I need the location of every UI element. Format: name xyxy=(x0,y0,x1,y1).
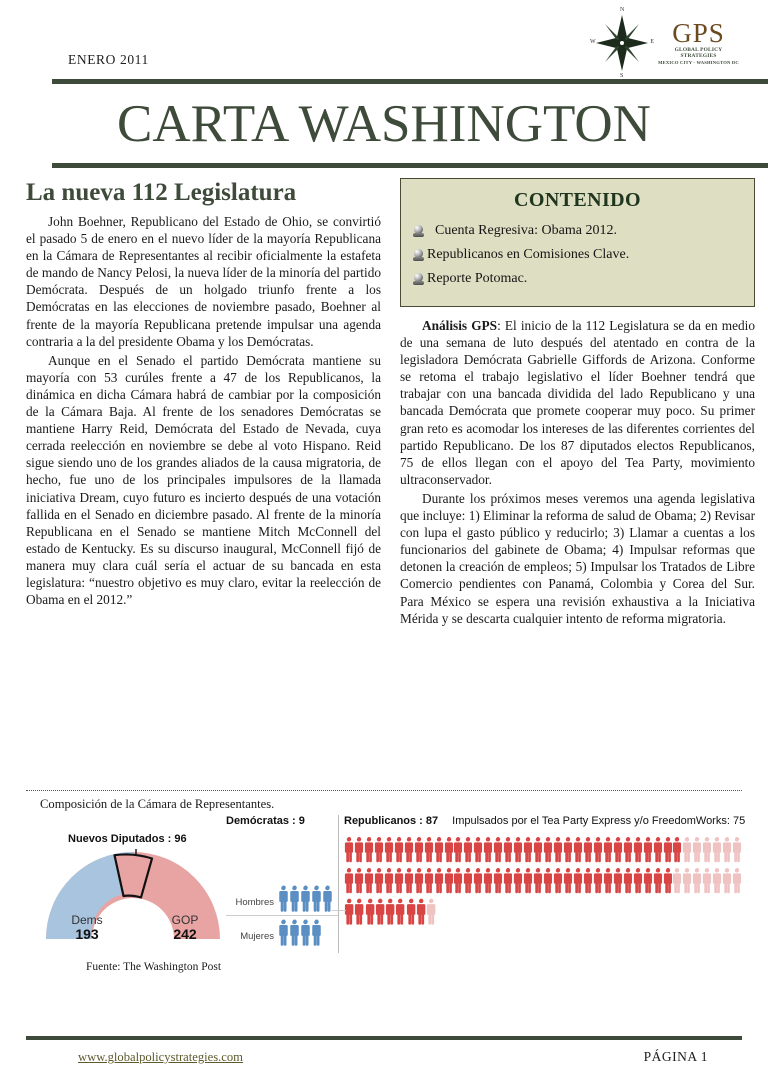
person-icon xyxy=(278,919,289,946)
contenido-item[interactable] xyxy=(411,270,744,288)
person-icon xyxy=(682,867,692,894)
person-icon xyxy=(692,867,702,894)
analysis-paragraph xyxy=(400,317,755,488)
person-icon xyxy=(365,898,375,925)
person-icon xyxy=(289,885,300,912)
contenido-title: CONTENIDO xyxy=(514,189,641,211)
person-icon xyxy=(513,867,523,894)
person-icon xyxy=(483,867,493,894)
pictogram-row xyxy=(344,832,742,863)
gps-logo-text xyxy=(657,17,740,66)
pictogram-figures xyxy=(278,919,322,946)
person-icon xyxy=(364,836,374,863)
gauge-gop-name: GOP xyxy=(171,913,199,927)
person-icon xyxy=(672,836,682,863)
person-icon xyxy=(543,836,553,863)
analysis-paragraph: Durante los próximos meses veremos una agenda legislativa que incluye: 1) Eliminar la reforma de salud de Obama; 2) Revisar con lupa el gasto público y reducirlo; 3) Llamar a cuentas a los funcionarios del gabinete de Obama; 4) Impulsar reformas que detonen la creación de empleos; 5) Impulsar los Tratados de Libre Comercio pendientes con Panamá, Colombia y Corea del Sur. Para México se espera una revisión exhaustiva a la Iniciativa Mérida y se descarta cualquier intento de reforma migratoria. xyxy=(400,490,755,626)
person-icon xyxy=(493,867,503,894)
democrats-heading: Demócratas : 9 xyxy=(226,815,305,827)
person-icon xyxy=(289,919,300,946)
person-icon xyxy=(583,867,593,894)
person-icon xyxy=(311,885,322,912)
republicans-panel xyxy=(344,815,746,955)
page-number: PÁGINA 1 xyxy=(643,1049,708,1064)
person-icon xyxy=(453,836,463,863)
person-icon xyxy=(692,836,702,863)
person-icon xyxy=(682,836,692,863)
article-paragraph: John Boehner, Republicano del Estado de Ohio, se convirtió el pasado 5 de enero en el nuevo líder de la mayoría Republicana en la Cámara de Representantes al recibir oficialmente la estafeta de mando de Nancy Pelosi, la nueva líder de la minoría del partido Demócrata. Después de un holgado triunfo frente a los Demócratas en las elecciones de noviembre pasado, Boehner al frente de la mayoría Republicana pretende impulsar una agenda contraria a la del presidente Obama y los Demócratas. xyxy=(26,214,381,349)
article-paragraph: Aunque en el Senado el partido Demócrata mantiene su mayoría con 53 curúles frente a 47 de los Republicanos, la dinámica en dicha Cámara habrá de cambiar por la composición de la Cámara Baja. Al frente de los senadores Demócratas se mantiene Harry Reid, Demócrata del Estado de Nevada, cuya cerrada reelección en noviembre se debe al voto Hispano. Reid sigue siendo uno de los grandes aliados de la causa migratoria, de hecho, fue uno de los principales impulsores de la llamada iniciativa Dream, cuyo futuro es incierto después de una votación fallida en el Senado en diciembre pasado. Al frente de la minoría Republicana en el Senado se mantiene Mitch McConnell del estado de Kentucky. Es su discurso inaugural, McConnell fijó de manera muy clara cuál sería el actuar de su bancada en esta legislatura: “nuestro objetivo es muy claro, evitar la reelección de Obama en el 2012.” xyxy=(26,352,381,608)
person-icon xyxy=(523,867,533,894)
person-icon xyxy=(623,836,633,863)
person-icon xyxy=(394,836,404,863)
person-icon xyxy=(463,867,473,894)
person-icon xyxy=(375,898,385,925)
house-composition-gauge xyxy=(40,835,226,947)
person-icon xyxy=(593,867,603,894)
person-icon xyxy=(384,836,394,863)
compass-east-label: E xyxy=(650,39,654,45)
person-icon xyxy=(424,867,434,894)
person-icon xyxy=(633,836,643,863)
republicans-heading: Republicanos : 87 xyxy=(344,815,439,827)
article-columns xyxy=(26,178,756,788)
infographic-body xyxy=(26,815,746,955)
person-icon xyxy=(712,836,722,863)
contenido-item-label: Reporte Potomac. xyxy=(427,271,528,286)
person-icon xyxy=(613,867,623,894)
person-icon xyxy=(364,867,374,894)
democrats-panel xyxy=(226,815,338,955)
gauge-gop-label xyxy=(156,913,214,942)
person-icon xyxy=(414,836,424,863)
infographic xyxy=(26,797,746,973)
person-icon xyxy=(453,867,463,894)
compass-star-shape xyxy=(590,7,654,79)
pictogram-row-label: Hombres xyxy=(235,897,274,908)
gps-logo xyxy=(590,4,740,82)
person-icon xyxy=(503,867,513,894)
person-icon xyxy=(300,885,311,912)
panel-separator xyxy=(338,815,339,953)
person-icon xyxy=(523,836,533,863)
person-icon xyxy=(553,836,563,863)
gauge-gop-value: 242 xyxy=(173,926,197,942)
page-footer xyxy=(26,1036,742,1065)
infographic-caption: Composición de la Cámara de Representantes. xyxy=(40,797,275,811)
row-separator xyxy=(332,910,346,911)
compass-west-label: W xyxy=(590,39,596,45)
section-divider xyxy=(26,790,742,791)
contenido-box xyxy=(400,178,755,307)
gps-logo-name: GPS xyxy=(672,17,725,48)
person-icon xyxy=(633,867,643,894)
gauge-dems-value: 193 xyxy=(75,926,99,942)
person-icon xyxy=(416,898,426,925)
person-icon xyxy=(543,867,553,894)
republicans-legend: Impulsados por el Tea Party Express y/o FreedomWorks: 75 xyxy=(452,815,746,827)
pictogram-row xyxy=(344,894,742,925)
person-icon xyxy=(473,867,483,894)
sphere-bullet-icon xyxy=(411,248,427,263)
gps-logo-tagline: GLOBAL POLICY STRATEGIES xyxy=(674,47,723,60)
person-icon xyxy=(653,867,663,894)
person-icon xyxy=(722,836,732,863)
person-icon xyxy=(434,867,444,894)
person-icon xyxy=(394,867,404,894)
person-icon xyxy=(583,836,593,863)
gauge-dems-label xyxy=(58,913,116,942)
person-icon xyxy=(513,836,523,863)
compass-north-label: N xyxy=(620,7,625,13)
person-icon xyxy=(434,836,444,863)
person-icon xyxy=(653,836,663,863)
person-icon xyxy=(702,867,712,894)
compass-rose-icon xyxy=(590,7,654,79)
gps-logo-offices: MEXICO CITY - WASHINGTON DC xyxy=(658,60,739,66)
infographic-source: Fuente: The Washington Post xyxy=(86,961,222,973)
person-icon xyxy=(385,898,395,925)
person-icon xyxy=(663,867,673,894)
issue-date: ENERO 2011 xyxy=(68,52,149,67)
page-title: CARTA WASHINGTON xyxy=(117,95,651,153)
person-icon xyxy=(563,867,573,894)
analysis-paragraph-text: : El inicio de la 112 Legislatura se da en medio de una semana de luto después del atentado en contra de la legisladora Demócrata Gabrielle Giffords de Arizona. Conforme se retoma el trabajo legislativo el líder Boehner tendrá que trabajar con una bancada dividida del lado Republicano y una bancada Demócrata que promete cooperar muy poco. Su primer gran reto es acomodar los intereses de las diferentes corrientes del partido Republicano. De los 87 diputados electos Republicanos, 75 de ellos llegan con el apoyo del Tea Party, movimiento ultraconservador. xyxy=(400,318,756,487)
person-icon xyxy=(424,836,434,863)
contenido-item-label: Republicanos en Comisiones Clave. xyxy=(427,247,630,262)
person-icon xyxy=(643,867,653,894)
person-icon xyxy=(444,867,454,894)
person-icon xyxy=(483,836,493,863)
sphere-bullet-icon xyxy=(411,224,427,239)
person-icon xyxy=(672,867,682,894)
gauge-overlay-label: Nuevos Diputados : 96 xyxy=(68,833,187,845)
person-icon xyxy=(414,867,424,894)
person-icon xyxy=(593,836,603,863)
person-icon xyxy=(463,836,473,863)
person-icon xyxy=(603,867,613,894)
person-icon xyxy=(354,898,364,925)
republicans-rows xyxy=(344,832,742,925)
person-icon xyxy=(563,836,573,863)
person-icon xyxy=(613,836,623,863)
person-icon xyxy=(573,836,583,863)
row-separator xyxy=(226,915,338,916)
pictogram-figures xyxy=(278,885,333,912)
person-icon xyxy=(533,836,543,863)
article-right-column xyxy=(400,178,755,627)
pictogram-row xyxy=(344,863,742,894)
person-icon xyxy=(503,836,513,863)
contenido-item-label: Cuenta Regresiva: Obama 2012. xyxy=(435,223,617,238)
sphere-bullet-icon xyxy=(411,272,427,287)
person-icon xyxy=(322,885,333,912)
masthead-top-rule xyxy=(52,79,768,84)
person-icon xyxy=(702,836,712,863)
contenido-item[interactable] xyxy=(411,222,744,240)
person-icon xyxy=(406,898,416,925)
masthead-bottom-rule xyxy=(52,163,768,168)
person-icon xyxy=(344,836,354,863)
person-icon xyxy=(354,836,364,863)
person-icon xyxy=(712,867,722,894)
person-icon xyxy=(473,836,483,863)
person-icon xyxy=(300,919,311,946)
democrats-rows xyxy=(226,885,338,946)
article-left-column xyxy=(26,178,381,608)
pictogram-row xyxy=(226,885,338,912)
person-icon xyxy=(344,867,354,894)
pictogram-row xyxy=(226,919,338,946)
person-icon xyxy=(374,867,384,894)
footer-rule xyxy=(26,1036,742,1040)
gauge-dems-name: Dems xyxy=(71,913,103,927)
person-icon xyxy=(404,867,414,894)
person-icon xyxy=(404,836,414,863)
person-icon xyxy=(384,867,394,894)
person-icon xyxy=(722,867,732,894)
masthead xyxy=(26,0,742,170)
person-icon xyxy=(354,867,364,894)
person-icon xyxy=(344,898,354,925)
analysis-lead-label: Análisis GPS xyxy=(422,318,498,333)
person-icon xyxy=(311,919,322,946)
person-icon xyxy=(395,898,405,925)
website-link[interactable]: www.globalpolicystrategies.com xyxy=(78,1050,243,1064)
person-icon xyxy=(732,867,742,894)
pictogram-row-label: Mujeres xyxy=(240,931,274,942)
person-icon xyxy=(623,867,633,894)
person-icon xyxy=(573,867,583,894)
person-icon xyxy=(603,836,613,863)
person-icon xyxy=(374,836,384,863)
person-icon xyxy=(444,836,454,863)
person-icon xyxy=(426,898,436,925)
person-icon xyxy=(553,867,563,894)
person-icon xyxy=(732,836,742,863)
republicans-heading-row xyxy=(344,815,746,827)
article-headline: La nueva 112 Legislatura xyxy=(26,179,297,206)
person-icon xyxy=(278,885,289,912)
contenido-item[interactable] xyxy=(411,246,744,264)
compass-south-label: S xyxy=(620,73,624,79)
person-icon xyxy=(533,867,543,894)
person-icon xyxy=(493,836,503,863)
person-icon xyxy=(643,836,653,863)
person-icon xyxy=(663,836,673,863)
